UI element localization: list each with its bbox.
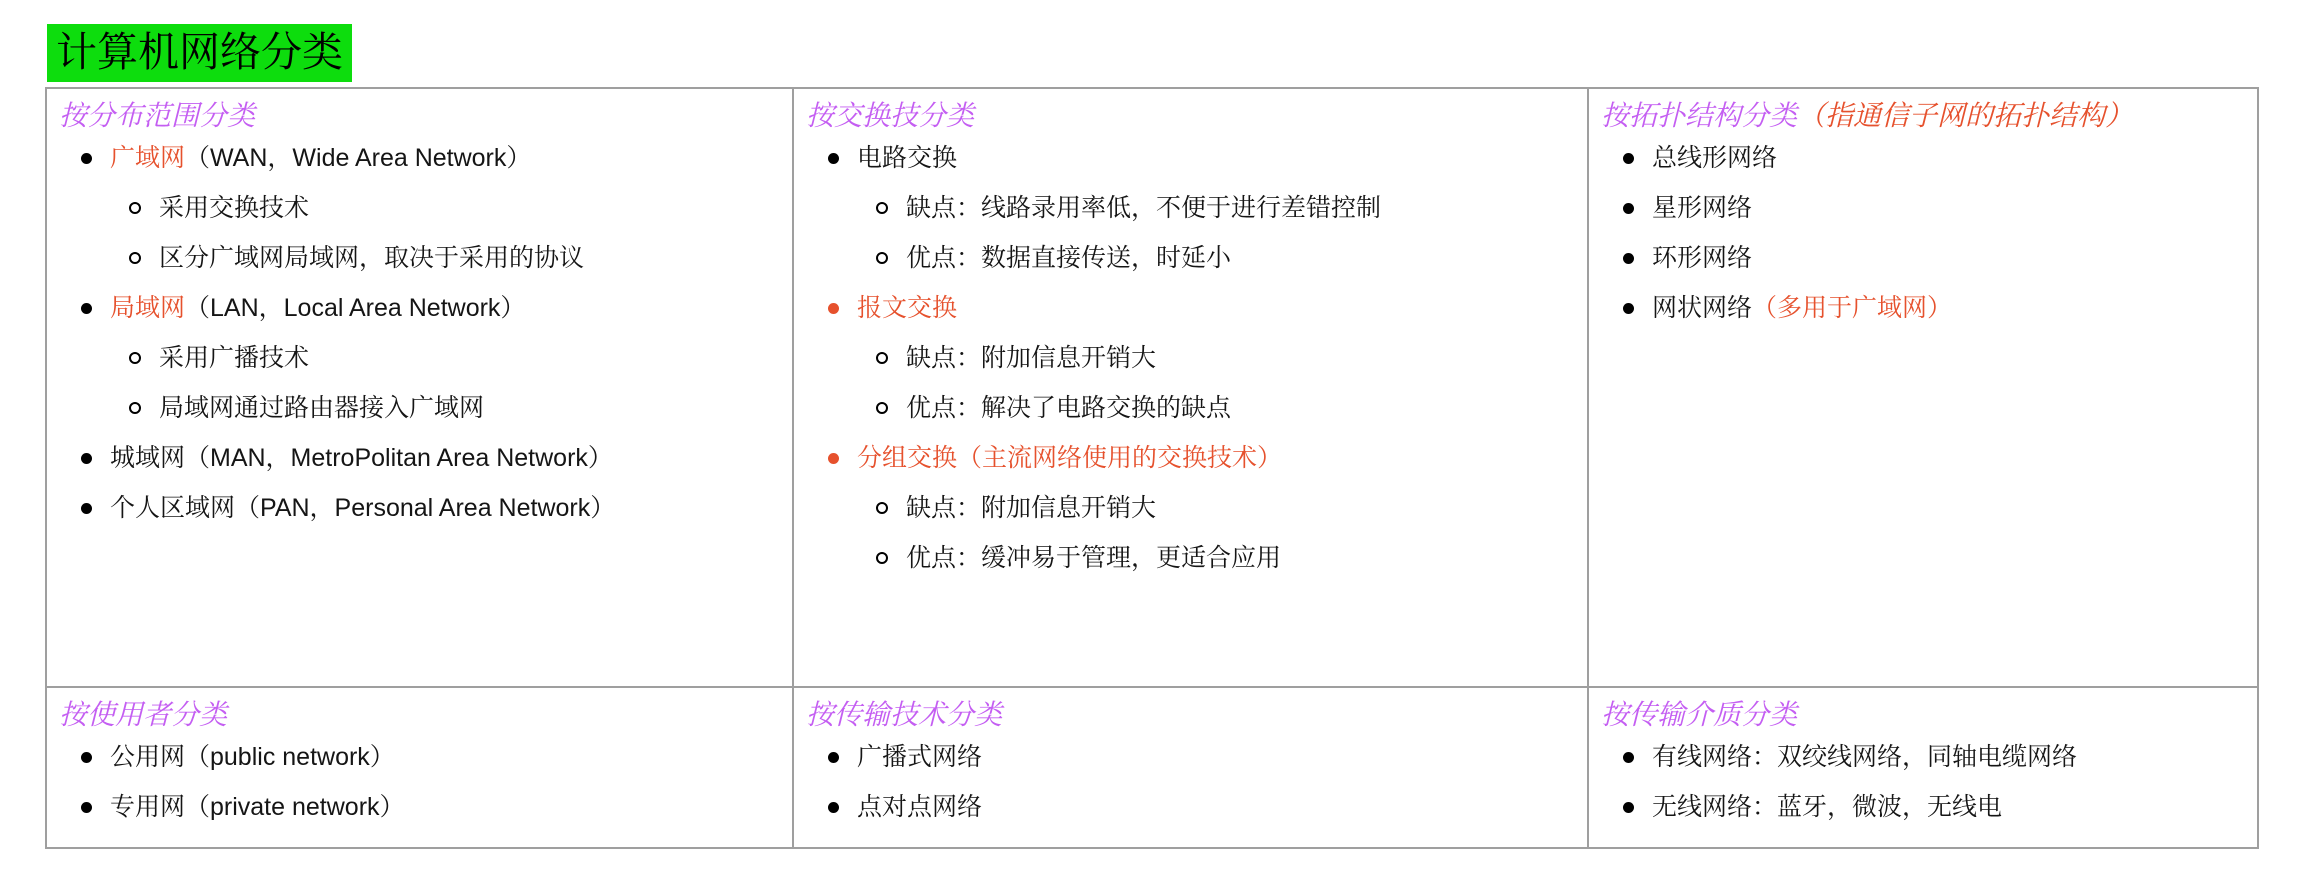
item-text: 广播式网络	[857, 743, 983, 771]
item-text: 缺点：附加信息开销大	[906, 344, 1157, 372]
item-text: 点对点网络	[857, 793, 983, 821]
cell-header	[1601, 696, 2243, 733]
list-item	[81, 742, 778, 772]
bullet-icon	[81, 303, 92, 314]
item-text: 广域网（WAN，Wide Area Network）	[110, 144, 532, 172]
cell-items	[1601, 742, 2243, 822]
bullet-icon	[876, 352, 888, 364]
bullet-icon	[81, 453, 92, 464]
item-text: 缺点：线路录用率低，不便于进行差错控制	[906, 194, 1382, 222]
cell-header-segment: 按传输技术分类	[806, 699, 1003, 730]
bullet-icon	[876, 402, 888, 414]
cell-header-segment: 按拓扑结构分类	[1601, 100, 1798, 131]
bullet-icon	[129, 252, 141, 264]
cell-by-distribution-range	[47, 89, 794, 688]
item-text: 星形网络	[1652, 194, 1753, 222]
list-item	[828, 742, 1573, 772]
item-text: 专用网（private network）	[110, 793, 405, 821]
item-text: 公用网（public network）	[110, 743, 395, 771]
list-item	[828, 143, 1573, 173]
item-text: 报文交换	[857, 294, 958, 322]
cell-header-segment: （指通信子网的拓扑结构）	[1797, 100, 2134, 131]
item-text: 采用广播技术	[159, 344, 310, 372]
cell-header	[806, 696, 1573, 733]
cell-by-topology	[1589, 89, 2257, 688]
cell-header-segment: 按使用者分类	[59, 699, 228, 730]
bullet-icon	[129, 202, 141, 214]
item-text: 局域网通过路由器接入广域网	[159, 394, 485, 422]
list-item	[1623, 143, 2243, 173]
item-text: 缺点：附加信息开销大	[906, 494, 1157, 522]
page-title: 计算机网络分类	[47, 24, 352, 82]
list-item	[828, 443, 1573, 473]
cell-header-segment: 按交换技分类	[806, 100, 975, 131]
list-item	[129, 193, 778, 223]
list-item	[81, 143, 778, 173]
cell-items	[1601, 143, 2243, 323]
cell-items	[806, 742, 1573, 822]
bullet-icon	[81, 802, 92, 813]
item-text: 分组交换（主流网络使用的交换技术）	[857, 444, 1283, 472]
list-item	[1623, 193, 2243, 223]
bullet-icon	[129, 402, 141, 414]
bullet-icon	[1623, 203, 1634, 214]
item-text: 有线网络：双绞线网络，同轴电缆网络	[1652, 743, 2078, 771]
bullet-icon	[1623, 253, 1634, 264]
bullet-icon	[1623, 752, 1634, 763]
list-item	[876, 343, 1573, 373]
bullet-icon	[81, 752, 92, 763]
list-item	[81, 443, 778, 473]
cell-header	[806, 97, 1573, 134]
list-item	[81, 293, 778, 323]
cell-header	[1601, 97, 2243, 134]
list-item	[81, 792, 778, 822]
list-item	[828, 792, 1573, 822]
list-item	[876, 393, 1573, 423]
cell-items	[59, 143, 778, 523]
bullet-icon	[129, 352, 141, 364]
list-item	[828, 293, 1573, 323]
bullet-icon	[828, 153, 839, 164]
item-text: 总线形网络	[1652, 144, 1778, 172]
item-text: 优点：解决了电路交换的缺点	[906, 394, 1232, 422]
cell-by-transmission-medium	[1589, 688, 2257, 847]
bullet-icon	[1623, 153, 1634, 164]
list-item	[129, 343, 778, 373]
cell-items	[59, 742, 778, 822]
item-text: 优点：缓冲易于管理，更适合应用	[906, 544, 1282, 572]
cell-header-segment: 按传输介质分类	[1601, 699, 1798, 730]
bullet-icon	[876, 502, 888, 514]
cell-header	[59, 696, 778, 733]
bullet-icon	[828, 752, 839, 763]
item-text: 局域网（LAN，Local Area Network）	[110, 294, 526, 322]
cell-by-transmission-technology	[794, 688, 1589, 847]
item-text: 环形网络	[1652, 244, 1753, 272]
list-item	[876, 493, 1573, 523]
bullet-icon	[828, 303, 839, 314]
item-text: 无线网络：蓝牙，微波，无线电	[1652, 793, 2003, 821]
list-item	[876, 543, 1573, 573]
bullet-icon	[876, 202, 888, 214]
bullet-icon	[1623, 802, 1634, 813]
list-item	[81, 493, 778, 523]
bullet-icon	[81, 503, 92, 514]
item-text: 采用交换技术	[159, 194, 310, 222]
bullet-icon	[876, 552, 888, 564]
cell-by-user	[47, 688, 794, 847]
item-text: 城域网（MAN，MetroPolitan Area Network）	[110, 444, 613, 472]
list-item	[1623, 792, 2243, 822]
list-item	[1623, 742, 2243, 772]
item-text: 网状网络（多用于广域网）	[1652, 294, 1953, 322]
list-item	[1623, 293, 2243, 323]
bullet-icon	[828, 802, 839, 813]
item-text: 优点：数据直接传送，时延小	[906, 244, 1232, 272]
bullet-icon	[1623, 303, 1634, 314]
cell-header	[59, 97, 778, 134]
item-text: 区分广域网局域网，取决于采用的协议	[159, 244, 585, 272]
list-item	[876, 193, 1573, 223]
bullet-icon	[876, 252, 888, 264]
cell-items	[806, 143, 1573, 573]
bullet-icon	[81, 153, 92, 164]
item-text: 个人区域网（PAN，Personal Area Network）	[110, 494, 616, 522]
classification-table	[45, 87, 2259, 849]
bullet-icon	[828, 453, 839, 464]
list-item	[129, 393, 778, 423]
list-item	[1623, 243, 2243, 273]
cell-header-segment: 按分布范围分类	[59, 100, 256, 131]
list-item	[129, 243, 778, 273]
cell-by-switching-technique	[794, 89, 1589, 688]
item-text: 电路交换	[857, 144, 958, 172]
list-item	[876, 243, 1573, 273]
